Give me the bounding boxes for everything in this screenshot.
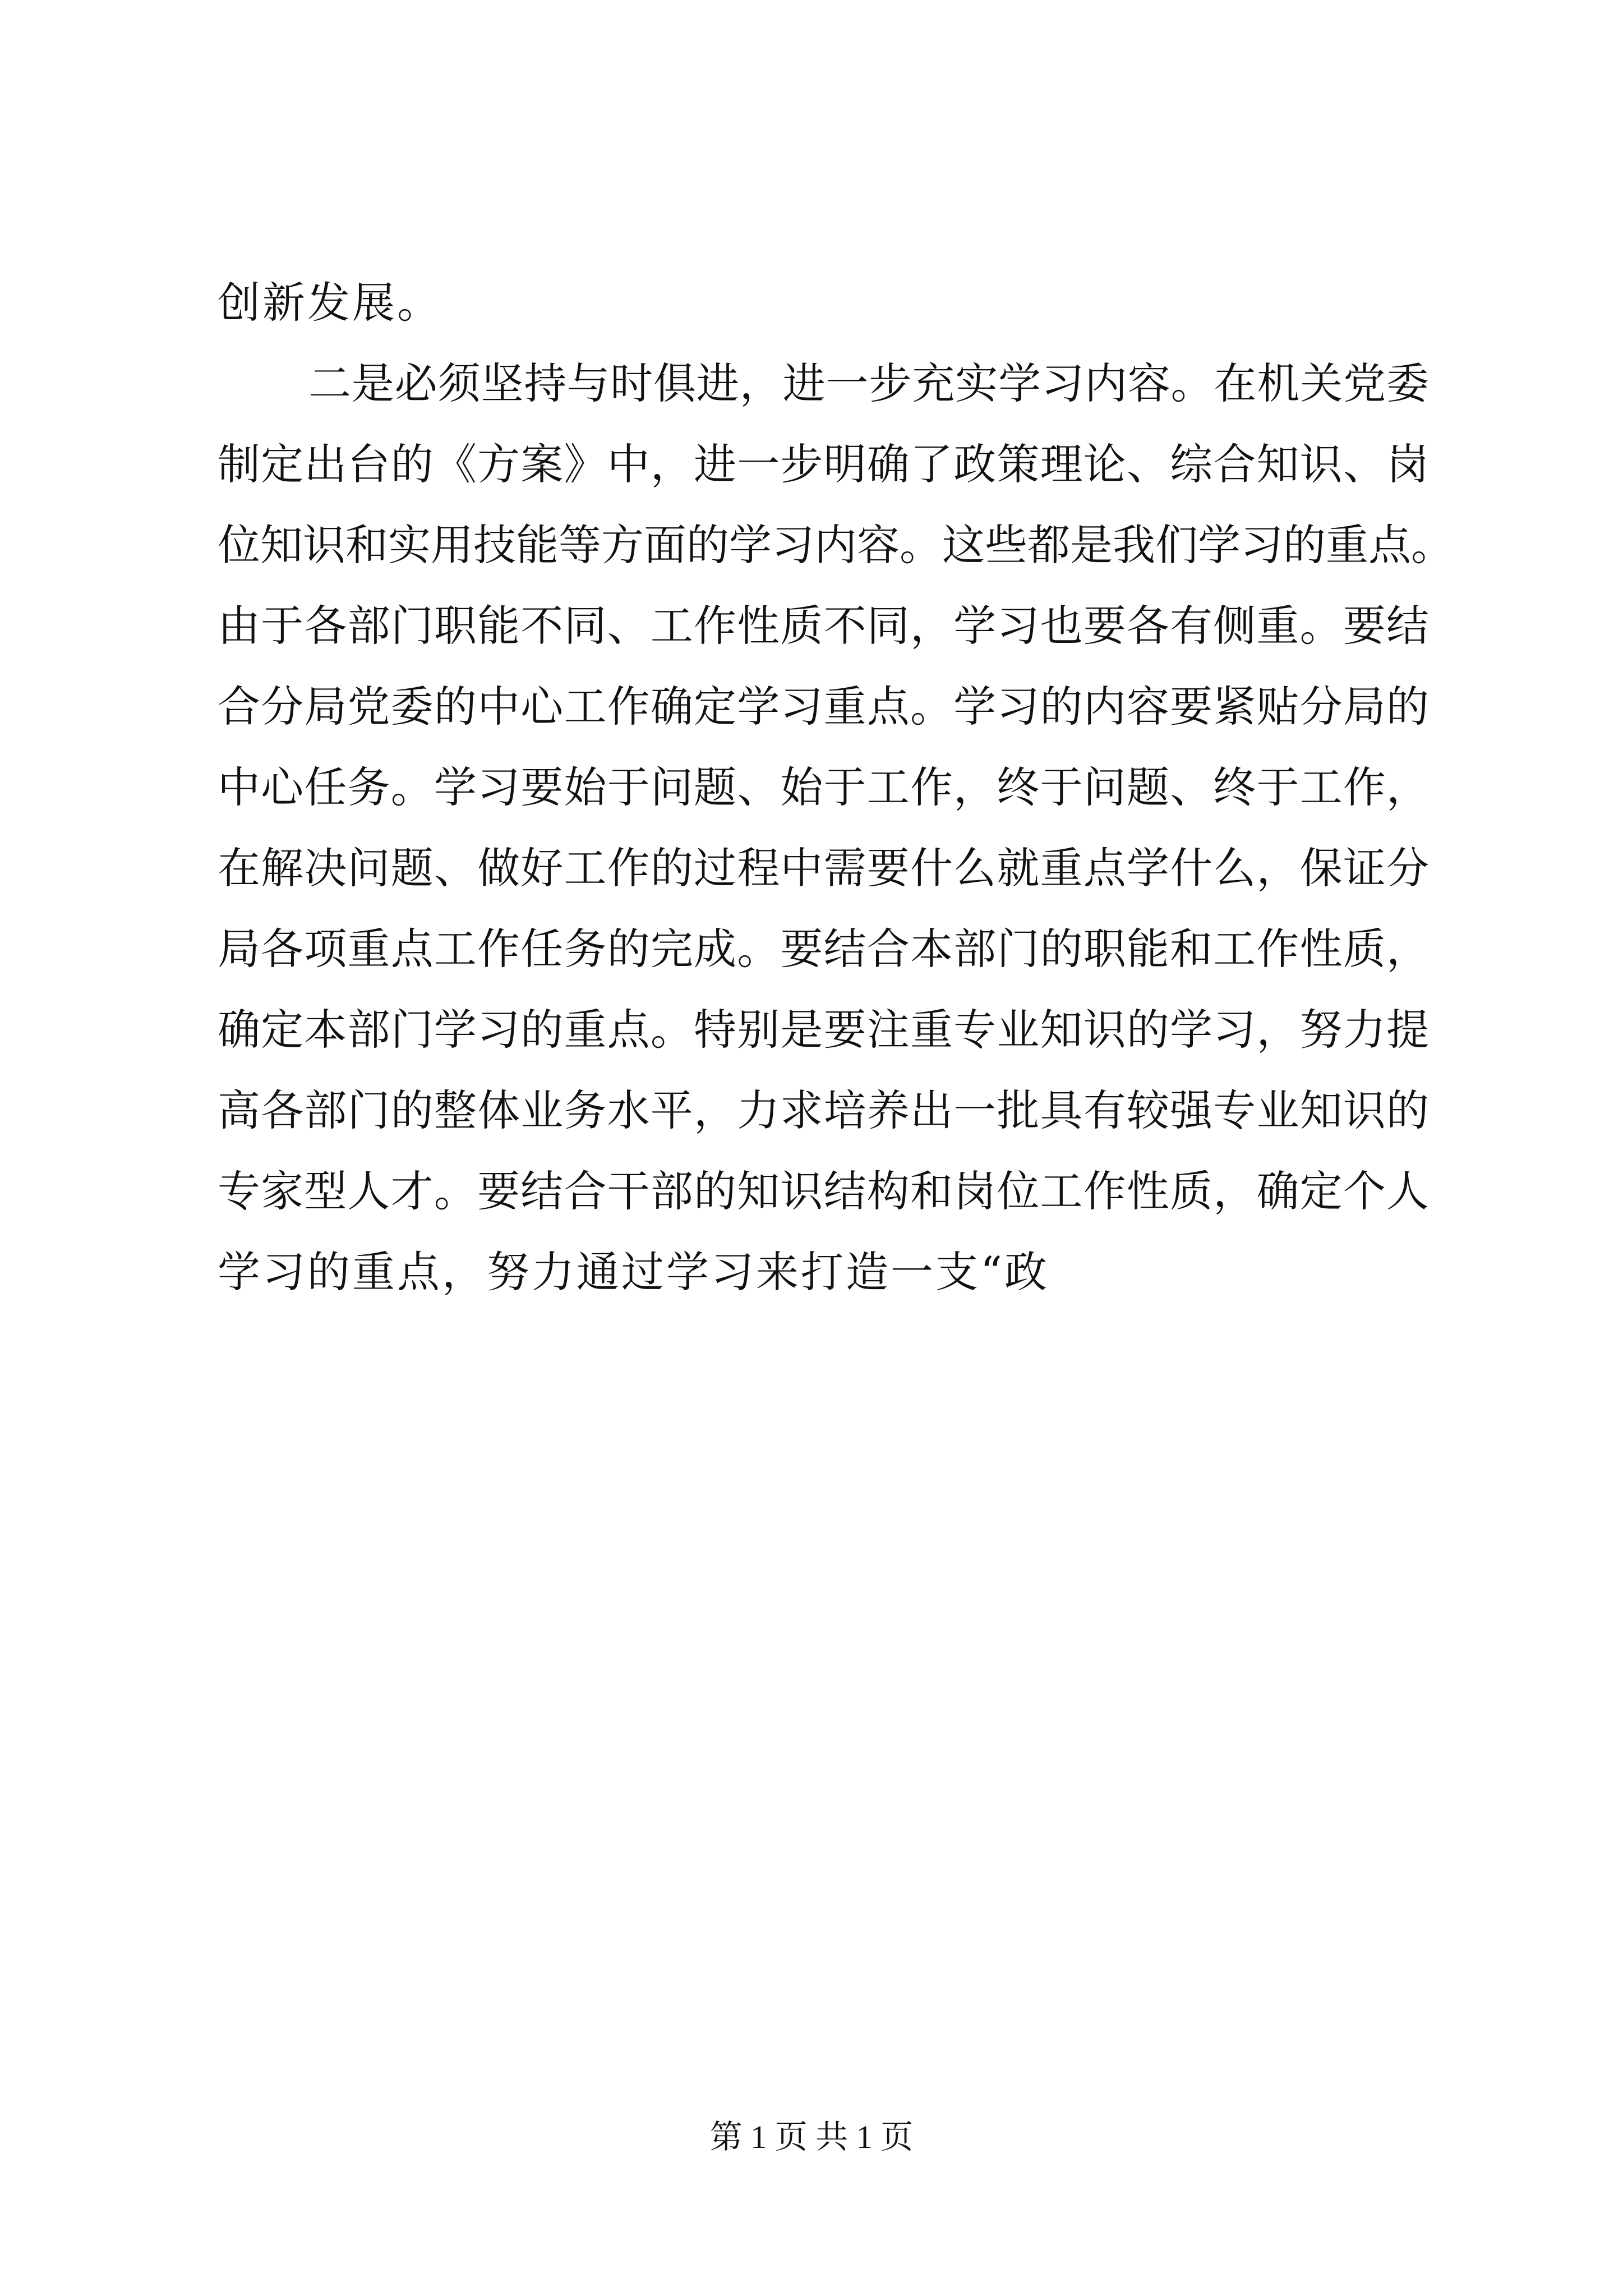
text-line: 位知识和实用技能等方面的学习内容。这些都是我们学习的重点。	[218, 520, 1454, 570]
text-line: 局各项重点工作任务的完成。要结合本部门的职能和工作性质，	[218, 924, 1429, 974]
text-line: 制定出台的《方案》中，进一步明确了政策理论、综合知识、岗	[218, 439, 1429, 489]
text-line: 由于各部门职能不同、工作性质不同，学习也要各有侧重。要结	[218, 601, 1429, 651]
text-line: 高各部门的整体业务水平，力求培养出一批具有较强专业知识的	[218, 1085, 1429, 1135]
page-footer: 第 1 页 共 1 页	[709, 2119, 914, 2155]
text-line: 确定本部门学习的重点。特别是要注重专业知识的学习，努力提	[218, 1005, 1429, 1055]
text-line: 专家型人才。要结合干部的知识结构和岗位工作性质，确定个人	[218, 1166, 1429, 1216]
text-line: 中心任务。学习要始于问题、始于工作，终于问题、终于工作，	[218, 762, 1429, 812]
text-line: 合分局党委的中心工作确定学习重点。学习的内容要紧贴分局的	[218, 682, 1429, 731]
text-line: 二是必须坚持与时俱进，进一步充实学习内容。在机关党委	[308, 358, 1429, 408]
text-line: 在解决问题、做好工作的过程中需要什么就重点学什么，保证分	[218, 843, 1429, 893]
body-text	[218, 263, 1454, 1313]
text-line: 创新发展。	[218, 278, 442, 328]
text-line: 学习的重点，努力通过学习来打造一支“政	[218, 1247, 1049, 1297]
